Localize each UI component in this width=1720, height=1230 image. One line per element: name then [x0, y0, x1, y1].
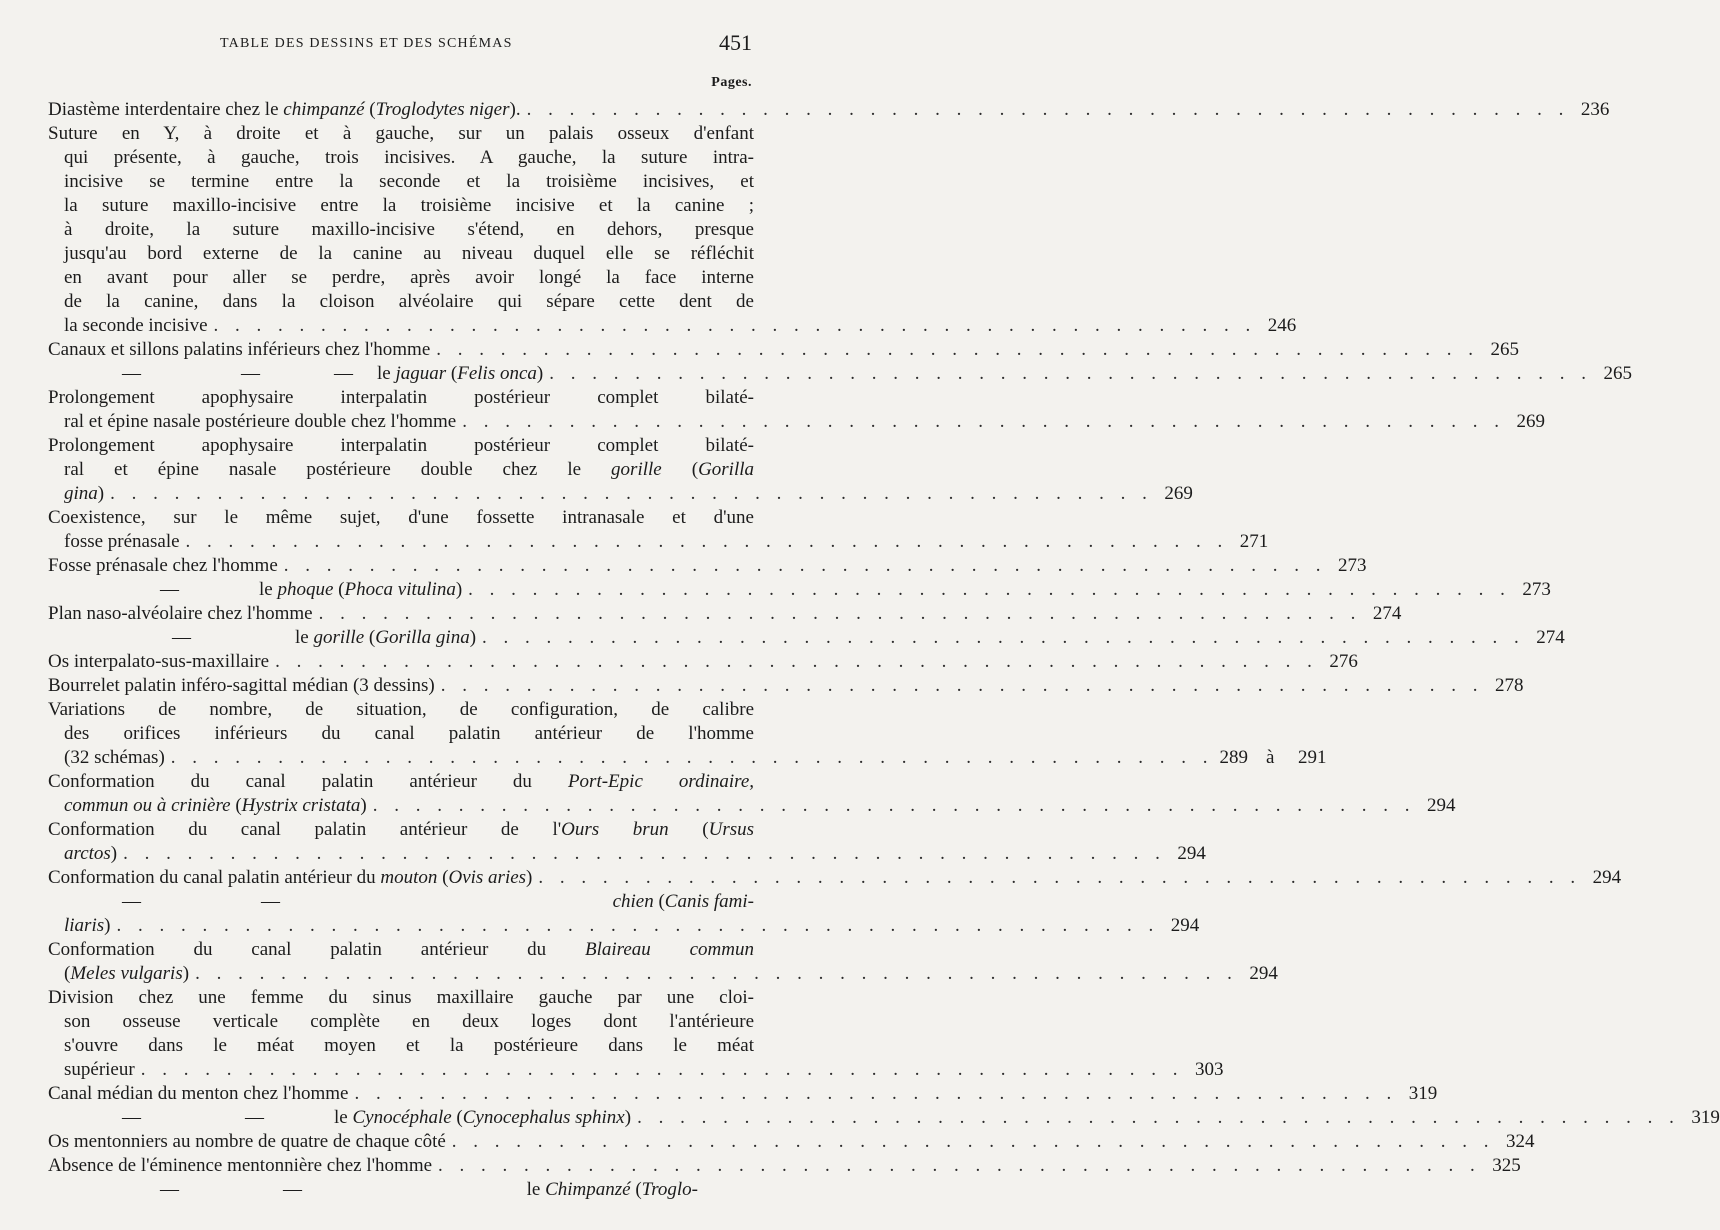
page-ref: 294 — [1426, 795, 1456, 816]
entry-line: Bourrelet palatin inféro-sagittal médian (3 dessins) . . . . . . . . . . . . . . . . . . . . . . . . . . . . . . . . . . . . . . . . . . . . . . . . . 278 — [48, 675, 1524, 696]
page-ref: 274 — [1372, 603, 1402, 624]
page-number: 451 — [719, 30, 752, 55]
entry-line: des orifices inférieurs du canal palatin antérieur de l'homme — [64, 723, 754, 744]
entry-line: (32 schémas) . . . . . . . . . . . . . . . . . . . . . . . . . . . . . . . . . . . . . . . . . . . . . . . . . 289 à 291 — [64, 747, 1327, 768]
entry-line: Canaux et sillons palatins inférieurs chez l'homme . . . . . . . . . . . . . . . . . . . . . . . . . . . . . . . . . . . . . . . . . . . . . . . . . 265 — [48, 339, 1520, 360]
page-ref: 265 — [1603, 363, 1632, 384]
page-ref: 325 — [1492, 1155, 1521, 1176]
entry-line: Os interpalato-sus-maxillaire . . . . . . . . . . . . . . . . . . . . . . . . . . . . . . . . . . . . . . . . . . . . . . . . . 276 — [48, 651, 1358, 672]
entry-line: Conformation du canal palatin antérieur du Port-Epic ordinaire, — [48, 771, 755, 792]
entry-line: Suture en Y, à droite et à gauche, sur un palais osseux d'enfant — [48, 123, 754, 144]
entry-line: — — le Cynocéphale (Cynocephalus sphinx) . . . . . . . . . . . . . . . . . . . . . . . . . . . . . . . . . . . . . . . . . . . . . . . . . 319 — [122, 1107, 1720, 1128]
page-ref: 324 — [1506, 1131, 1535, 1152]
entry-line: de la canine, dans la cloison alvéolaire qui sépare cette dent de — [64, 291, 754, 312]
page-ref: 291 — [1297, 747, 1327, 768]
page-ref: 274 — [1536, 627, 1565, 648]
entry-line: Division chez une femme du sinus maxillaire gauche par une cloi- — [48, 987, 754, 1008]
page-ref: 319 — [1691, 1107, 1720, 1128]
entry-line: ral et épine nasale postérieure double chez le gorille (Gorilla — [64, 459, 755, 480]
page-ref: 294 — [1177, 843, 1206, 864]
entry-line: — le gorille (Gorilla gina) . . . . . . . . . . . . . . . . . . . . . . . . . . . . . . . . . . . . . . . . . . . . . . . . . 274 — [172, 627, 1565, 648]
entry-line: gina) . . . . . . . . . . . . . . . . . . . . . . . . . . . . . . . . . . . . . . . . . . . . . . . . . 269 — [64, 483, 1193, 504]
page-ref: 303 — [1194, 1059, 1224, 1080]
entry-line: Os mentonniers au nombre de quatre de chaque côté . . . . . . . . . . . . . . . . . . . . . . . . . . . . . . . . . . . . . . . . . . . . . . . . . 324 — [48, 1131, 1535, 1152]
entry-line: à droite, la suture maxillo-incisive s'étend, en dehors, presque — [64, 219, 754, 240]
entry-line: Conformation du canal palatin antérieur du mouton (Ovis aries) . . . . . . . . . . . . . . . . . . . . . . . . . . . . . . . . . . . . . . . . . . . . . . . . . 294 — [48, 867, 1622, 888]
entry-line: Diastème interdentaire chez le chimpanzé (Troglodytes niger). . . . . . . . . . . . . . . . . . . . . . . . . . . . . . . . . . . . . . . . . . . . . . . . . . 236 — [48, 99, 1610, 120]
entry-line: qui présente, à gauche, trois incisives. A gauche, la suture intra- — [64, 147, 754, 168]
page-ref: 273 — [1522, 579, 1551, 600]
entry-line: s'ouvre dans le méat moyen et la postérieure dans le méat — [64, 1035, 754, 1056]
page-ref: 269 — [1164, 483, 1193, 504]
page-ref: 278 — [1495, 675, 1524, 696]
entry-line: (Meles vulgaris) . . . . . . . . . . . . . . . . . . . . . . . . . . . . . . . . . . . . . . . . . . . . . . . . . 294 — [64, 963, 1278, 984]
page-ref-start: 289 — [1219, 747, 1249, 768]
entry-line: Canal médian du menton chez l'homme . . . . . . . . . . . . . . . . . . . . . . . . . . . . . . . . . . . . . . . . . . . . . . . . . 319 — [48, 1083, 1438, 1104]
page-ref: 271 — [1239, 531, 1269, 552]
entry-line: liaris) . . . . . . . . . . . . . . . . . . . . . . . . . . . . . . . . . . . . . . . . . . . . . . . . . 294 — [64, 915, 1200, 936]
entry-line: en avant pour aller se perdre, après avoir longé la face interne — [64, 267, 754, 288]
entry-line: arctos) . . . . . . . . . . . . . . . . . . . . . . . . . . . . . . . . . . . . . . . . . . . . . . . . . 294 — [64, 843, 1206, 864]
page-ref: 276 — [1329, 651, 1358, 672]
page-ref: 294 — [1170, 915, 1200, 936]
page-ref: 265 — [1490, 339, 1520, 360]
page-ref: 294 — [1249, 963, 1278, 984]
entry-line: commun ou à crinière (Hystrix cristata) . . . . . . . . . . . . . . . . . . . . . . . . . . . . . . . . . . . . . . . . . . . . . . . . . 294 — [64, 795, 1456, 816]
entry-line: Prolongement apophysaire interpalatin postérieur complet bilaté- — [48, 435, 754, 456]
entry-line: — le phoque (Phoca vitulina) . . . . . . . . . . . . . . . . . . . . . . . . . . . . . . . . . . . . . . . . . . . . . . . . . 273 — [160, 579, 1551, 600]
page-ref: 246 — [1267, 315, 1297, 336]
entry-line: Fosse prénasale chez l'homme . . . . . . . . . . . . . . . . . . . . . . . . . . . . . . . . . . . . . . . . . . . . . . . . . 273 — [48, 555, 1367, 576]
running-title: TABLE DES DESSINS ET DES SCHÉMAS — [220, 36, 513, 51]
entry-line: Prolongement apophysaire interpalatin postérieur complet bilaté- — [48, 387, 754, 408]
page-ref: 294 — [1592, 867, 1622, 888]
entry-line: — — le Chimpanzé (Troglo- — [160, 1179, 698, 1200]
page-ref: 319 — [1408, 1083, 1438, 1104]
pages-column-label: Pages. — [711, 75, 752, 90]
entry-line: Conformation du canal palatin antérieur de l'Ours brun (Ursus — [48, 819, 755, 840]
entry-line: ral et épine nasale postérieure double chez l'homme . . . . . . . . . . . . . . . . . . . . . . . . . . . . . . . . . . . . . . . . . . . . . . . . . 269 — [64, 411, 1545, 432]
entry-line: la seconde incisive . . . . . . . . . . . . . . . . . . . . . . . . . . . . . . . . . . . . . . . . . . . . . . . . . 246 — [64, 315, 1297, 336]
page-ref: 236 — [1580, 99, 1610, 120]
entry-line: Variations de nombre, de situation, de configuration, de calibre — [48, 699, 754, 720]
entry-line: incisive se termine entre la seconde et la troisième incisives, et — [64, 171, 754, 192]
entry-line: fosse prénasale . . . . . . . . . . . . . . . . . . . . . . . . . . . . . . . . . . . . . . . . . . . . . . . . . 271 — [64, 531, 1269, 552]
entry-line: Absence de l'éminence mentonnière chez l'homme . . . . . . . . . . . . . . . . . . . . . . . . . . . . . . . . . . . . . . . . . . . . . . . . . 325 — [48, 1155, 1521, 1176]
page-ref: 273 — [1338, 555, 1367, 576]
page-ref: 269 — [1516, 411, 1545, 432]
entry-line: — — chien (Canis fami- — [122, 891, 754, 912]
entry-line: son osseuse verticale complète en deux loges dont l'antérieure — [64, 1011, 754, 1032]
entry-line: supérieur . . . . . . . . . . . . . . . . . . . . . . . . . . . . . . . . . . . . . . . . . . . . . . . . . 303 — [64, 1059, 1224, 1080]
entry-line: la suture maxillo-incisive entre la troisième incisive et la canine ; — [64, 195, 754, 216]
entry-line: jusqu'au bord externe de la canine au niveau duquel elle se réfléchit — [64, 243, 754, 264]
entry-line: — — — le jaguar (Felis onca) . . . . . . . . . . . . . . . . . . . . . . . . . . . . . . . . . . . . . . . . . . . . . . . . . 265 — [122, 363, 1632, 384]
table-of-figures — [48, 98, 1720, 1202]
entry-line: Coexistence, sur le même sujet, d'une fossette intranasale et d'une — [48, 507, 754, 528]
entry-line: Plan naso-alvéolaire chez l'homme . . . . . . . . . . . . . . . . . . . . . . . . . . . . . . . . . . . . . . . . . . . . . . . . . 274 — [48, 603, 1402, 624]
entry-line: Conformation du canal palatin antérieur du Blaireau commun — [48, 939, 754, 960]
